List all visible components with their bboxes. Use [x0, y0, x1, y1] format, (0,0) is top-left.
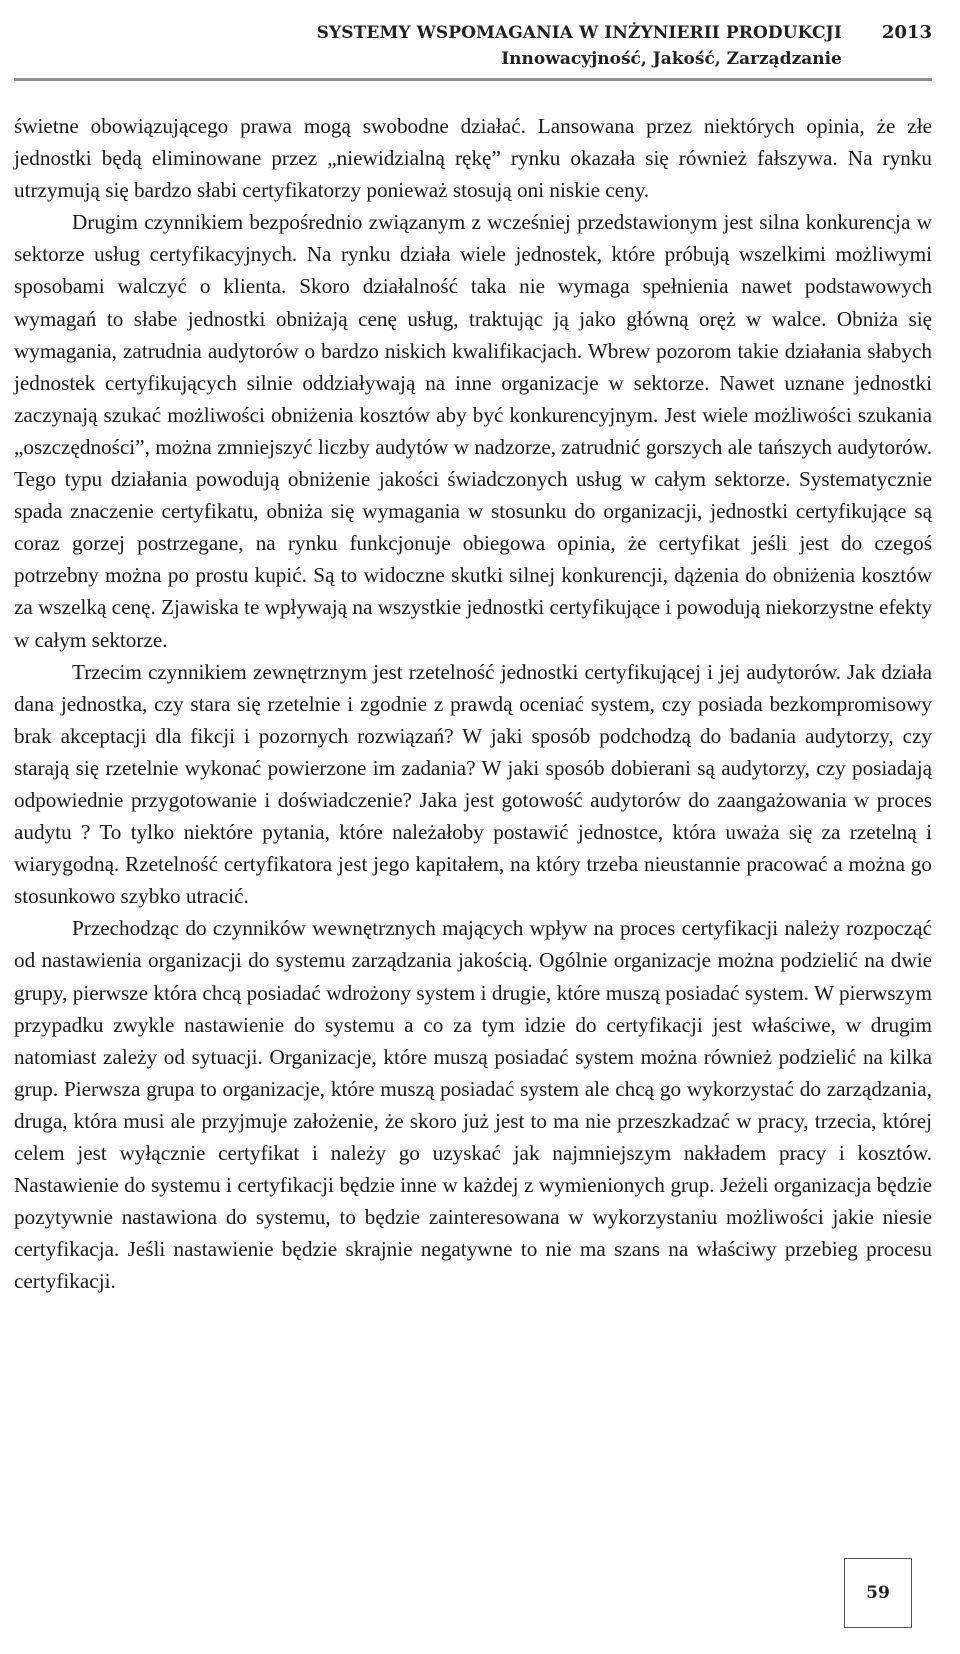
paragraph-reliability: Trzecim czynnikiem zewnętrznym jest rzetelność jednostki certyfikującej i jej audytorów. Jak działa dana jednostka, czy stara się rzetelnie i zgodnie z prawdą oceniać system, czy posiada bezkompromisowy brak akceptacji dla fikcji i pozornych rozwiązań? W jaki sposób podchodzą do badania audytorzy, czy starają się rzetelnie wykonać powierzone im zadania? W jaki sposób dobierani są audytorzy, czy posiadają odpowiednie przygotowanie i doświadczenie? Jaka jest gotowość audytorów do zaangażowania w proces audytu ? To tylko niektóre pytania, które należałoby postawić jednostce, która uważa się za rzetelną i wiarygodną. Rzetelność certyfikatora jest jego kapitałem, na który trzeba nieustannie pracować a można go stosunkowo szybko utracić. [14, 659, 932, 909]
article-body [14, 110, 932, 1297]
paragraph-continuation: świetne obowiązującego prawa mogą swobodne działać. Lansowana przez niektórych opinia, że złe jednostki będą eliminowane przez „niewidzialną rękę” rynku okazała się również fałszywa. Na rynku utrzymują się bardzo słabi certyfikatorzy ponieważ stosują oni niskie ceny. [14, 114, 932, 203]
journal-subtitle: Innowacyjność, Jakość, Zarządzanie [501, 49, 842, 69]
page-number-box [844, 1558, 912, 1628]
header-block [317, 20, 932, 72]
journal-year: 2013 [881, 22, 932, 43]
header-titles [317, 20, 842, 72]
page-header [14, 16, 932, 81]
paragraph-internal-factors: Przechodząc do czynników wewnętrznych mających wpływ na proces certyfikacji należy rozpocząć od nastawienia organizacji do systemu zarządzania jakością. Ogólnie organizacje można podzielić na dwie grupy, pierwsze która chcą posiadać wdrożony system i drugie, które muszą posiadać system. W pierwszym przypadku zwykle nastawienie do systemu a co za tym idzie do certyfikacji jest właściwe, w drugim natomiast zależy od sytuacji. Organizacje, które muszą posiadać system można również podzielić na kilka grup. Pierwsza grupa to organizacje, które muszą posiadać system ale chcą go wykorzystać do zarządzania, druga, która musi ale przyjmuje założenie, że skoro już jest to ma nie przeszkadzać w pracy, trzecia, której celem jest wyłącznie certyfikat i należy go uzyskać jak najmniejszym nakładem pracy i kosztów. Nastawienie do systemu i certyfikacji będzie inne w każdej z wymienionych grup. Jeżeli organizacja będzie pozytywnie nastawiona do systemu, to będzie zainteresowana w wykorzystaniu możliwości jakie niesie certyfikacja. Jeśli nastawienie będzie skrajnie negatywne to nie ma szans na właściwy przebieg procesu certyfikacji. [14, 916, 932, 1294]
paragraph-competition: Drugim czynnikiem bezpośrednio związanym z wcześniej przedstawionym jest silna konkurencja w sektorze usług certyfikacyjnych. Na rynku działa wiele jednostek, które próbują wszelkimi możliwymi sposobami walczyć o klienta. Skoro działalność taka nie wymaga spełnienia nawet podstawowych wymagań to słabe jednostki obniżają cenę usług, traktując ją jako główną oręż w walce. Obniża się wymagania, zatrudnia audytorów o bardzo niskich kwalifikacjach. Wbrew pozorom takie działania słabych jednostek certyfikujących silnie oddziaływają na inne organizacje w sektorze. Nawet uznane jednostki zaczynają szukać możliwości obniżenia kosztów aby być konkurencyjnym. Jest wiele możliwości szukania „oszczędności”, można zmniejszyć liczby audytów w nadzorze, zatrudnić gorszych ale tańszych audytorów. Tego typu działania powodują obniżenie jakości świadczonych usług w całym sektorze. Systematycznie spada znaczenie certyfikatu, obniża się wymagania w stosunku do organizacji, jednostki certyfikujące są coraz gorzej postrzegane, na rynku funkcjonuje obiegowa opinia, że certyfikat jeśli jest do czegoś potrzebny można po prostu kupić. Są to widoczne skutki silnej konkurencji, dążenia do obniżenia kosztów za wszelką cenę. Zjawiska te wpływają na wszystkie jednostki certyfikujące i powodują niekorzystne efekty w całym sektorze. [14, 210, 932, 652]
page-number: 59 [866, 1583, 890, 1603]
journal-title: SYSTEMY WSPOMAGANIA W INŻYNIERII PRODUKCJI [316, 23, 842, 43]
